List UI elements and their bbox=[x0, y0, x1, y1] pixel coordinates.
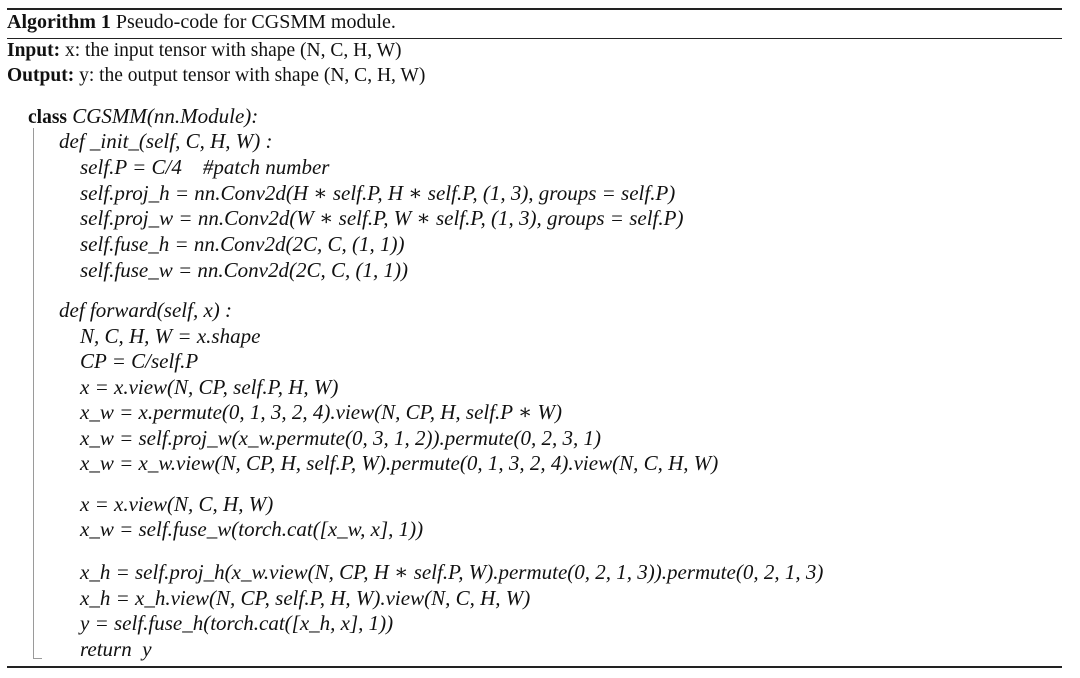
code-line: CP = C/self.P bbox=[80, 349, 199, 373]
class-keyword: class bbox=[28, 107, 67, 128]
algorithm-label: Algorithm 1 bbox=[7, 11, 111, 33]
code-line: x = x.view(N, C, H, W) bbox=[80, 492, 274, 516]
code-line: self.proj_h = nn.Conv2d(H ∗ self.P, H ∗ self.P, (1, 3), groups = self.P) bbox=[80, 181, 676, 205]
input-label: Input: bbox=[7, 40, 61, 61]
class-name: CGSMM(nn.Module): bbox=[72, 104, 259, 128]
class-declaration bbox=[28, 103, 258, 131]
block-guide-end bbox=[33, 658, 42, 659]
code-line: x_w = self.proj_w(x_w.permute(0, 3, 1, 2)).permute(0, 2, 3, 1) bbox=[80, 426, 602, 450]
code-line: self.P = C/4 #patch number bbox=[80, 155, 330, 179]
code-line: N, C, H, W = x.shape bbox=[80, 324, 261, 348]
algorithm-caption bbox=[7, 9, 396, 35]
code-line: y = self.fuse_h(torch.cat([x_h, x], 1)) bbox=[80, 611, 394, 635]
output-label: Output: bbox=[7, 65, 75, 86]
code-line: x_w = self.fuse_w(torch.cat([x_w, x], 1)) bbox=[80, 517, 424, 541]
code-line: self.proj_w = nn.Conv2d(W ∗ self.P, W ∗ self.P, (1, 3), groups = self.P) bbox=[80, 206, 684, 230]
code-line: self.fuse_w = nn.Conv2d(2C, C, (1, 1)) bbox=[80, 258, 408, 282]
forward-definition: def forward(self, x) : bbox=[59, 298, 233, 322]
bottom-rule bbox=[7, 666, 1062, 668]
output-line bbox=[7, 63, 425, 89]
block-guide-line bbox=[33, 128, 34, 658]
return-line: return y bbox=[80, 637, 152, 661]
output-text: y: the output tensor with shape (N, C, H, W) bbox=[79, 65, 426, 86]
algorithm-title: Pseudo-code for CGSMM module. bbox=[115, 11, 396, 33]
input-text: x: the input tensor with shape (N, C, H, W) bbox=[65, 40, 402, 61]
code-line: x_h = self.proj_h(x_w.view(N, CP, H ∗ self.P, W).permute(0, 2, 1, 3)).permute(0, 2, 1, 3) bbox=[80, 560, 824, 584]
code-line: x_w = x.permute(0, 1, 3, 2, 4).view(N, CP, H, self.P ∗ W) bbox=[80, 400, 563, 424]
code-line: x_w = x_w.view(N, CP, H, self.P, W).permute(0, 1, 3, 2, 4).view(N, C, H, W) bbox=[80, 451, 719, 475]
input-line bbox=[7, 38, 402, 64]
code-line: x_h = x_h.view(N, CP, self.P, H, W).view(N, C, H, W) bbox=[80, 586, 531, 610]
code-line: x = x.view(N, CP, self.P, H, W) bbox=[80, 375, 339, 399]
init-definition: def _init_(self, C, H, W) : bbox=[59, 129, 273, 153]
code-line: self.fuse_h = nn.Conv2d(2C, C, (1, 1)) bbox=[80, 232, 405, 256]
